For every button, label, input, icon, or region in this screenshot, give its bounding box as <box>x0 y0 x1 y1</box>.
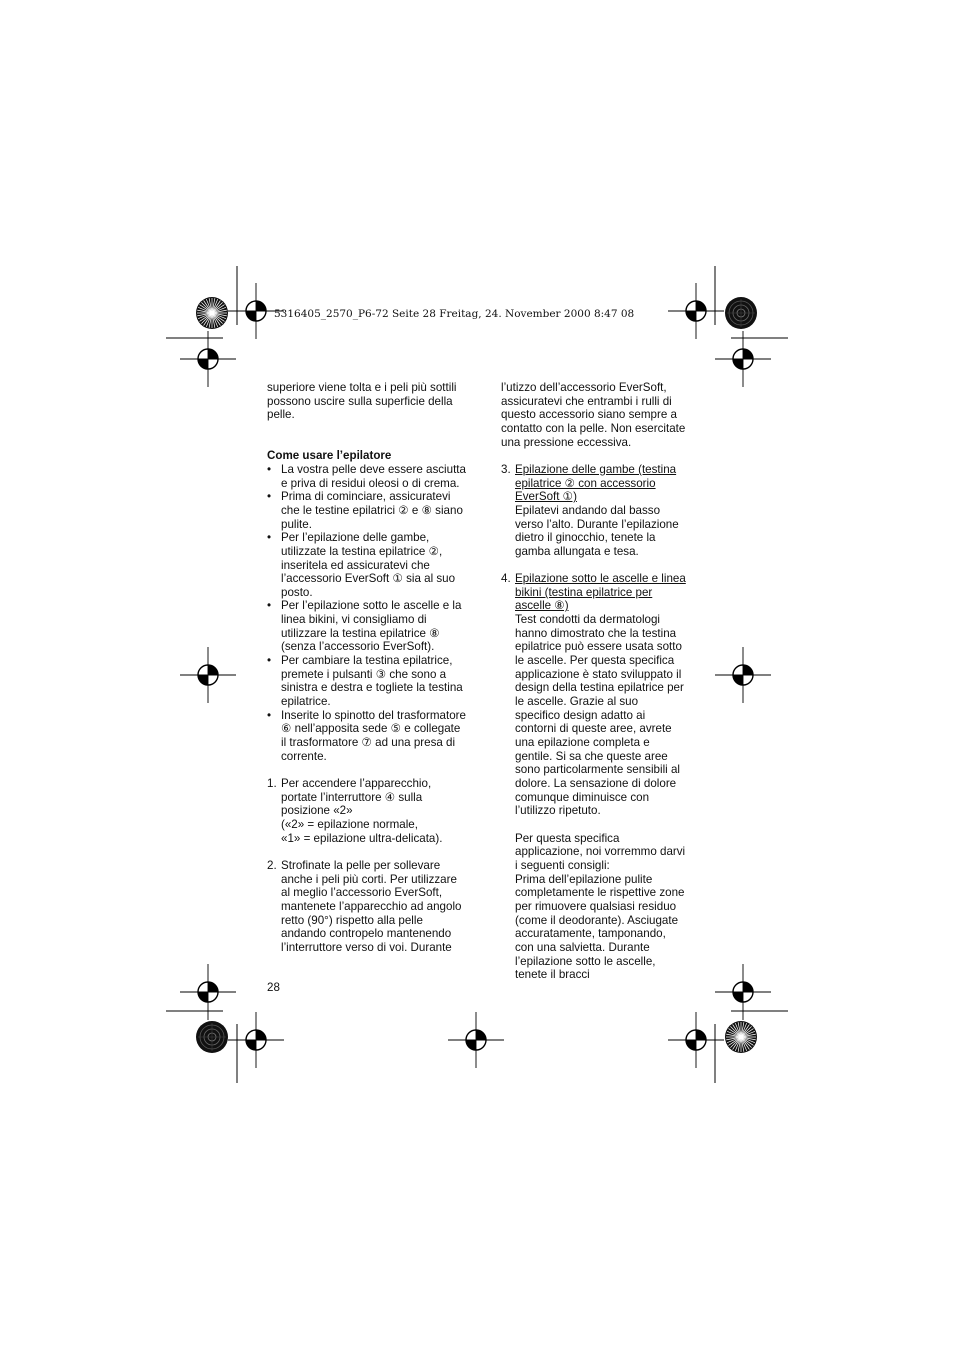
step-3 <box>501 463 686 559</box>
bullet-item: • Per l’epilazione delle gambe, utilizzate la testina epilatrice ②, inseritela ed assicuratevi che l’accessorio EverSoft ① sia al suo posto. <box>267 531 467 599</box>
step-2 <box>267 859 467 955</box>
step-number: 3. <box>501 462 511 476</box>
right-column <box>501 381 686 982</box>
bullet-item: • Per cambiare la testina epilatrice, premete i pulsanti ③ che sono a sinistra e destra e togliete la testina epilatrice. <box>267 654 467 709</box>
step-2-continued: l’utizzo dell’accessorio EverSoft, assicuratevi che entrambi i rulli di questo accessorio siano sempre a contatto con la pelle. Non esercitate una pressione eccessiva. <box>501 381 686 449</box>
left-column <box>267 381 467 955</box>
step-note: («2» = epilazione normale, <box>281 817 418 831</box>
step-text: Strofinate la pelle per sollevare anche i peli più corti. Per utilizzare al meglio l’accessorio EverSoft, mantenete l’apparecchio ad angolo retto (90°) rispetto alla pelle andando contropelo mantenendo l’interruttore verso di voi. Durante <box>281 858 462 954</box>
step-text: Per accendere l’apparecchio, portate l’interruttore ④ sulla posizione «2» <box>281 776 432 818</box>
step-title: Epilazione sotto le ascelle e linea bikini (testina epilatrice per ascelle ⑧) <box>515 572 686 613</box>
print-job-header: 5316405_2570_P6-72 Seite 28 Freitag, 24. November 2000 8:47 08 <box>274 308 635 320</box>
bullet-item: • Per l’epilazione sotto le ascelle e la linea bikini, vi consigliamo di utilizzare la testina epilatrice ⑧ (senza l’accessorio EverSoft). <box>267 599 467 654</box>
advice-intro: Per questa specifica applicazione, noi vorremmo darvi i seguenti consigli: <box>515 831 686 872</box>
intro-paragraph: superiore viene tolta e i peli più sottili possono uscire sulla superficie della pelle. <box>267 381 457 422</box>
step-number: 2. <box>267 858 277 872</box>
step-note: «1» = epilazione ultra-delicata). <box>281 831 443 845</box>
step-1 <box>267 777 467 845</box>
step-number: 4. <box>501 572 511 586</box>
section-heading: Come usare l’epilatore <box>267 449 392 463</box>
bullet-item: • Prima di cominciare, assicuratevi che le testine epilatrici ② e ⑧ siano pulite. <box>267 490 467 531</box>
step-text: Epilatevi andando dal basso verso l’alto. Durante l’epilazione dietro il ginocchio, tenete la gamba allungata e tesa. <box>515 503 679 558</box>
advice-text: Prima dell’epilazione pulite completamente le rispettive zone per rimuovere qualsiasi residuo (come il deodorante). Asciugate accuratamente, tamponando, con una salvietta. Durante l’epilazione sotto le ascelle, tenete il bracci <box>515 872 685 982</box>
step-title: Epilazione delle gambe (testina epilatrice ② con accessorio EverSoft ①) <box>515 462 677 504</box>
page-number: 28 <box>267 981 280 994</box>
step-text: Test condotti da dermatologi hanno dimostrato che la testina epilatrice può essere usata sotto le ascelle. Per questa specifica applicazione è stato sviluppato il design della testina epilatrice per le ascelle. Grazie al suo specifico design adatto ai contorni di queste aree, avrete una epilazione completa e gentile. Si sa che queste aree sono particolarmente sensibili al dolore. La sensazione di dolore comunque diminuisce con l’utilizzo ripetuto. <box>515 613 684 818</box>
step-number: 1. <box>267 776 277 790</box>
bullet-item: • Inserite lo spinotto del trasformatore ⑥ nell’apposita sede ⑤ e collegate il trasformatore ⑦ ad una presa di corrente. <box>267 709 467 764</box>
step-4 <box>501 572 686 982</box>
bullet-item: • La vostra pelle deve essere asciutta e priva di residui oleosi o di crema. <box>267 463 467 490</box>
